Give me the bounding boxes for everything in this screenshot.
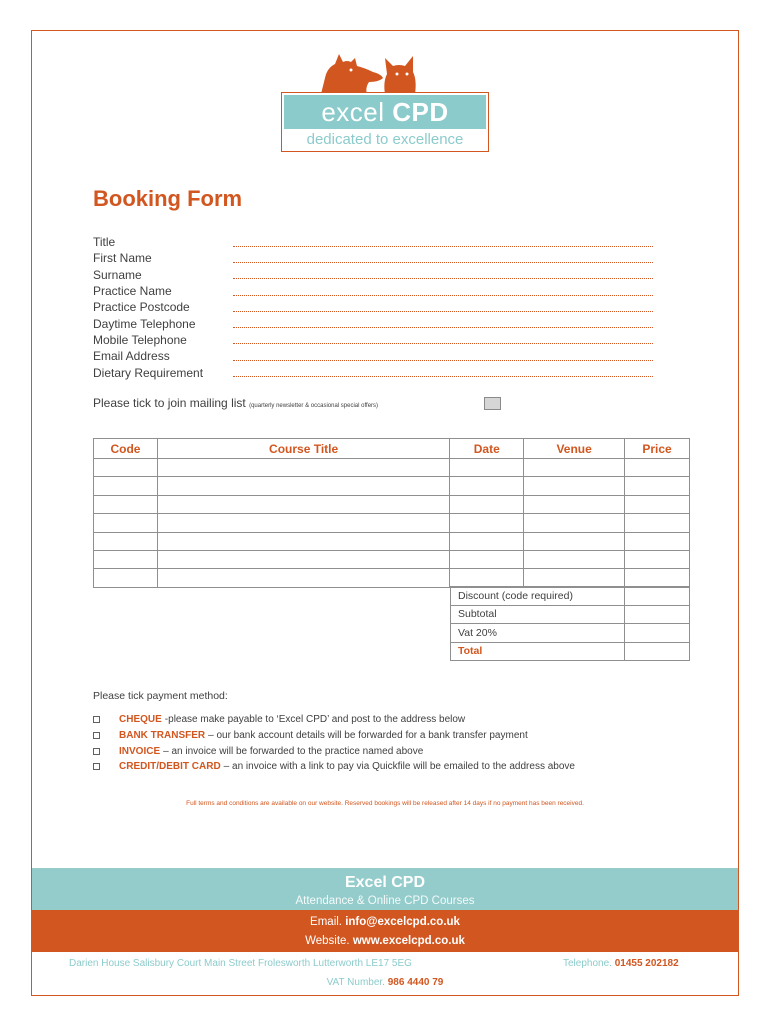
field-input-line[interactable] (233, 295, 653, 296)
page-title: Booking Form (93, 186, 243, 211)
phone-label: Telephone. (563, 958, 612, 969)
field-email-address[interactable] (93, 348, 653, 364)
payment-option-desc: – an invoice with a link to pay via Quickfile will be emailed to the address above (223, 761, 575, 773)
field-input-line[interactable] (233, 360, 653, 361)
cell-price[interactable] (625, 550, 690, 568)
field-label: Practice Postcode (93, 300, 190, 315)
dog-and-cat-logo-icon (281, 44, 489, 94)
field-label: Dietary Requirement (93, 365, 204, 380)
phone-number: 01455 202182 (614, 958, 679, 969)
mailing-list-label (93, 396, 378, 410)
totals-table (450, 586, 690, 661)
cell-price[interactable] (625, 477, 690, 495)
logo-tagline: dedicated to excellence (306, 131, 464, 148)
table-row (451, 587, 690, 606)
field-input-line[interactable] (233, 343, 653, 344)
field-input-line[interactable] (233, 311, 653, 312)
table-row (451, 642, 690, 661)
mailing-list-note: (quarterly newsletter & occasional special offers) (249, 403, 379, 409)
cell-code[interactable] (94, 569, 158, 587)
excel-cpd-logo (281, 44, 489, 152)
cell-venue[interactable] (524, 550, 625, 568)
table-row (94, 495, 690, 513)
table-row (94, 532, 690, 550)
table-row (94, 569, 690, 587)
cell-code[interactable] (94, 495, 158, 513)
footer-company: Excel CPD (344, 874, 426, 891)
vat-cell[interactable] (625, 624, 690, 643)
field-label: Email Address (93, 349, 170, 364)
cell-code[interactable] (94, 477, 158, 495)
mailing-list-checkbox[interactable] (484, 397, 501, 410)
field-practice-name[interactable] (93, 283, 653, 299)
field-input-line[interactable] (233, 376, 653, 377)
cell-course-title[interactable] (157, 532, 449, 550)
cheque-checkbox[interactable] (93, 716, 100, 723)
vat-number: 986 4440 79 (387, 977, 444, 988)
column-header-date: Date (450, 439, 524, 459)
terms-note: Full terms and conditions are available on our website. Reserved bookings will be released after 14 days if no payment has been received. (186, 800, 584, 807)
table-header-row (94, 439, 690, 459)
field-input-line[interactable] (233, 278, 653, 279)
footer-website-line (32, 932, 738, 951)
cell-course-title[interactable] (157, 514, 449, 532)
field-daytime-telephone[interactable] (93, 315, 653, 331)
cell-course-title[interactable] (157, 459, 449, 477)
field-dietary-requirement[interactable] (93, 364, 653, 380)
discount-cell[interactable] (625, 587, 690, 606)
course-rows (94, 459, 690, 588)
website-label: Website. (305, 935, 350, 947)
payment-option-name: CHEQUE (119, 714, 162, 726)
field-title[interactable] (93, 234, 653, 250)
column-header-course-title: Course Title (157, 439, 449, 459)
cell-date[interactable] (450, 532, 524, 550)
email-link[interactable]: info@excelcpd.co.uk (345, 916, 460, 928)
payment-option-name: BANK TRANSFER (119, 730, 206, 742)
payment-option-cheque (93, 712, 713, 728)
cell-date[interactable] (450, 495, 524, 513)
footer-tagline: Attendance & Online CPD Courses (295, 895, 475, 907)
contact-fields (93, 234, 653, 381)
table-row (451, 624, 690, 643)
cell-date[interactable] (450, 514, 524, 532)
table-row (94, 514, 690, 532)
footer-address: Darien House Salisbury Court Main Street Frolesworth Lutterworth LE17 5EG (69, 958, 412, 969)
column-header-code: Code (94, 439, 158, 459)
field-mobile-telephone[interactable] (93, 332, 653, 348)
field-label: Daytime Telephone (93, 316, 196, 331)
footer-banner (32, 868, 738, 910)
logo-box (281, 92, 489, 152)
cell-code[interactable] (94, 550, 158, 568)
logo-brand-bold: CPD (392, 97, 449, 127)
cell-code[interactable] (94, 514, 158, 532)
payment-option-desc: – an invoice will be forwarded to the practice named above (163, 745, 424, 757)
footer-vat (31, 977, 739, 988)
field-label: Mobile Telephone (93, 332, 187, 347)
cell-venue[interactable] (524, 532, 625, 550)
email-label: Email. (310, 916, 342, 928)
footer-email-line (32, 910, 738, 932)
column-header-price: Price (625, 439, 690, 459)
payment-option-desc: -please make payable to ‘Excel CPD’ and post to the address below (164, 714, 466, 726)
field-input-line[interactable] (233, 262, 653, 263)
cell-date[interactable] (450, 477, 524, 495)
vat-label: VAT Number. (326, 977, 385, 988)
cell-venue[interactable] (524, 569, 625, 587)
cell-price[interactable] (625, 495, 690, 513)
field-input-line[interactable] (233, 327, 653, 328)
footer-contact (32, 910, 738, 952)
cell-price[interactable] (625, 569, 690, 587)
cell-course-title[interactable] (157, 495, 449, 513)
subtotal-label: Subtotal (451, 605, 625, 624)
cell-date[interactable] (450, 550, 524, 568)
cell-venue[interactable] (524, 514, 625, 532)
field-practice-postcode[interactable] (93, 299, 653, 315)
cell-date[interactable] (450, 459, 524, 477)
cell-course-title[interactable] (157, 569, 449, 587)
logo-brand-light: excel (321, 97, 385, 127)
cell-venue[interactable] (524, 495, 625, 513)
cell-date[interactable] (450, 569, 524, 587)
table-row (94, 459, 690, 477)
cell-price[interactable] (625, 514, 690, 532)
field-surname[interactable] (93, 267, 653, 283)
table-row (94, 550, 690, 568)
total-label: Total (451, 642, 625, 661)
payment-options (93, 712, 713, 775)
payment-option-card (93, 759, 713, 775)
payment-option-bank-transfer (93, 728, 713, 744)
field-label: Surname (93, 267, 142, 282)
payment-option-invoice (93, 743, 713, 759)
cell-course-title[interactable] (157, 550, 449, 568)
payment-option-desc: – our bank account details will be forwarded for a bank transfer payment (208, 730, 528, 742)
payment-option-name: INVOICE (119, 745, 161, 757)
cell-code[interactable] (94, 532, 158, 550)
field-input-line[interactable] (233, 246, 653, 247)
field-label: Title (93, 235, 116, 250)
field-first-name[interactable] (93, 250, 653, 266)
invoice-checkbox[interactable] (93, 748, 100, 755)
course-table (93, 438, 690, 588)
logo-brand (284, 95, 486, 129)
vat-label: Vat 20% (451, 624, 625, 643)
field-label: First Name (93, 251, 152, 266)
card-checkbox[interactable] (93, 763, 100, 770)
payment-option-name: CREDIT/DEBIT CARD (119, 761, 221, 773)
cell-course-title[interactable] (157, 477, 449, 495)
bank-transfer-checkbox[interactable] (93, 732, 100, 739)
payment-method-heading: Please tick payment method: (93, 690, 228, 702)
discount-label: Discount (code required) (451, 587, 625, 606)
field-label: Practice Name (93, 284, 172, 299)
footer-phone (563, 958, 679, 969)
total-cell[interactable] (625, 642, 690, 661)
cell-venue[interactable] (524, 459, 625, 477)
table-row (451, 605, 690, 624)
table-row (94, 477, 690, 495)
cell-price[interactable] (625, 532, 690, 550)
column-header-venue: Venue (524, 439, 625, 459)
website-link[interactable]: www.excelcpd.co.uk (352, 935, 465, 947)
cell-code[interactable] (94, 459, 158, 477)
mailing-list-text: Please tick to join mailing list (93, 396, 246, 410)
cell-venue[interactable] (524, 477, 625, 495)
subtotal-cell[interactable] (625, 605, 690, 624)
cell-price[interactable] (625, 459, 690, 477)
